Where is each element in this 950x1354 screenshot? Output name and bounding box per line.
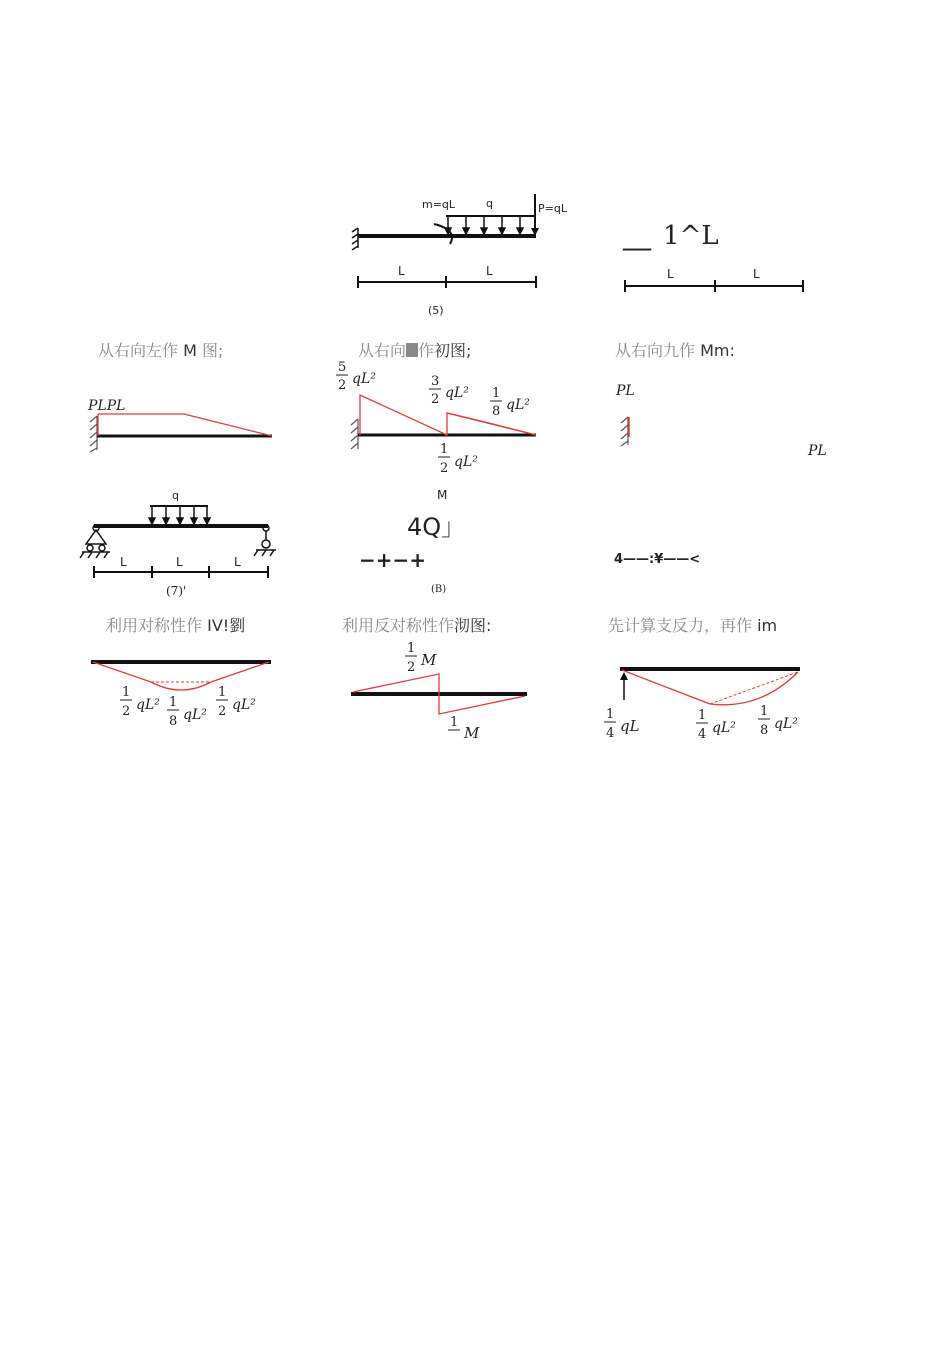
fraction-label	[438, 442, 478, 476]
span-label: L	[667, 267, 674, 281]
fraction-label	[758, 704, 798, 738]
caption	[106, 613, 245, 636]
svg-text:2: 2	[218, 704, 227, 719]
pin-support-icon	[80, 525, 110, 558]
svg-text:1: 1	[606, 707, 615, 722]
svg-text:2: 2	[338, 378, 347, 393]
svg-text:qL²: qL²	[136, 697, 160, 713]
fig9-figure	[612, 545, 732, 575]
fig5-beam-figure	[340, 190, 590, 320]
svg-text:qL²: qL²	[454, 454, 478, 470]
moment-diagram-5	[345, 638, 535, 746]
svg-text:qL²: qL²	[506, 397, 530, 413]
fixed-support-icon	[90, 416, 97, 452]
moment-curve	[622, 670, 710, 704]
caption-text: 利用对称性作	[106, 616, 203, 635]
moment-diagram-6	[600, 660, 810, 752]
moment-label: m=qL	[422, 198, 456, 211]
svg-text:M: M	[464, 724, 480, 742]
svg-text:8: 8	[760, 723, 769, 738]
svg-text:1: 1	[122, 685, 131, 700]
fraction-label	[167, 695, 207, 729]
span-label: L	[120, 555, 127, 569]
roller-support-icon	[254, 525, 276, 556]
dimension-line	[625, 280, 803, 292]
svg-text:2: 2	[122, 704, 131, 719]
svg-text:1: 1	[169, 695, 178, 710]
svg-text:5: 5	[338, 360, 347, 375]
fig8-figure	[355, 485, 475, 595]
fig7-beam-figure	[78, 488, 288, 600]
distributed-load-arrows	[445, 216, 523, 234]
span-label: L	[486, 264, 493, 278]
caption	[615, 338, 735, 361]
figure-label: M	[437, 488, 448, 502]
caption-text: 从右向九作	[615, 341, 696, 360]
svg-text:4: 4	[698, 727, 707, 742]
figure-title: 1^L	[663, 221, 719, 251]
dimension-line	[358, 276, 536, 288]
svg-text:1: 1	[698, 708, 707, 723]
svg-text:4: 4	[606, 726, 615, 741]
diagram-label: PLPL	[88, 398, 126, 414]
caption	[98, 338, 223, 361]
moment-diagram-4	[85, 652, 285, 742]
moment-curve	[98, 414, 272, 436]
moment-diagram-2	[330, 355, 550, 480]
svg-text:M: M	[421, 651, 437, 669]
svg-text:qL²: qL²	[445, 385, 469, 401]
svg-text:2: 2	[440, 461, 449, 476]
caption-text: 利用反对称性作	[342, 616, 455, 635]
caption-text: 从右向左作	[98, 341, 179, 360]
fraction-label	[448, 715, 480, 742]
fraction-label	[216, 685, 256, 719]
reaction-arrow-icon	[620, 672, 628, 700]
svg-text:2: 2	[407, 660, 416, 675]
fraction-label	[336, 360, 376, 393]
svg-text:3: 3	[431, 374, 440, 389]
span-label: L	[234, 555, 241, 569]
svg-text:1: 1	[492, 386, 501, 401]
figure-number: (7)'	[166, 584, 187, 598]
svg-text:qL: qL	[620, 717, 640, 735]
span-label: L	[398, 264, 405, 278]
load-label-q: q	[172, 489, 179, 502]
svg-text:8: 8	[169, 714, 178, 729]
svg-text:qL²: qL²	[774, 716, 798, 732]
caption-text: M	[183, 341, 197, 360]
caption	[342, 613, 491, 636]
caption-text: Mm:	[700, 341, 735, 360]
figure-number: (5)	[428, 304, 444, 317]
caption-text: IV!劉	[207, 616, 246, 635]
svg-text:1: 1	[440, 442, 449, 457]
svg-text:2: 2	[431, 392, 440, 407]
fig6-beam-figure	[615, 200, 835, 300]
svg-text:qL²: qL²	[712, 720, 736, 736]
moment-diagram-3	[610, 375, 840, 465]
caption-text: 从右向	[358, 341, 407, 360]
svg-text:1: 1	[450, 715, 459, 730]
svg-text:8: 8	[492, 404, 501, 419]
caption-text: 沏图:	[454, 616, 492, 635]
svg-text:1: 1	[407, 641, 416, 656]
moment-diagram-1	[80, 390, 290, 460]
dimension-marks: 4——:¥——<	[614, 552, 701, 567]
svg-text:qL²: qL²	[183, 707, 207, 723]
caption-text: 先计算支反力，再作	[608, 616, 753, 635]
fraction-label	[490, 386, 530, 419]
figure-label: 4Q」	[407, 513, 466, 541]
point-load-label: P=qL	[538, 202, 567, 215]
caption	[608, 613, 777, 636]
figure-number: (B)	[431, 584, 447, 595]
figure-title: __	[623, 218, 651, 251]
span-label: L	[176, 555, 183, 569]
caption-text: 图;	[202, 341, 224, 360]
fraction-label	[120, 685, 160, 719]
fraction-label	[696, 708, 736, 742]
fixed-support-icon	[621, 417, 628, 446]
load-label-q: q	[486, 197, 493, 210]
span-label: L	[753, 267, 760, 281]
svg-text:qL²: qL²	[352, 371, 376, 387]
fixed-support-icon	[351, 419, 358, 449]
distributed-load-arrows	[149, 506, 210, 524]
svg-text:qL²: qL²	[232, 697, 256, 713]
fraction-label	[405, 641, 437, 675]
fixed-support-icon	[352, 228, 358, 250]
diagram-label: PL	[808, 443, 827, 459]
caption-text: im	[757, 616, 778, 635]
svg-text:1: 1	[218, 685, 227, 700]
fraction-label	[429, 374, 469, 407]
svg-text:1: 1	[760, 704, 769, 719]
moment-curve	[93, 662, 151, 682]
diagram-label: PL	[616, 383, 635, 399]
caption-text: 初图;	[434, 341, 472, 360]
dimension-marks: −+−+	[359, 548, 427, 572]
fraction-label	[604, 707, 640, 741]
caption-text: 作	[418, 341, 435, 360]
